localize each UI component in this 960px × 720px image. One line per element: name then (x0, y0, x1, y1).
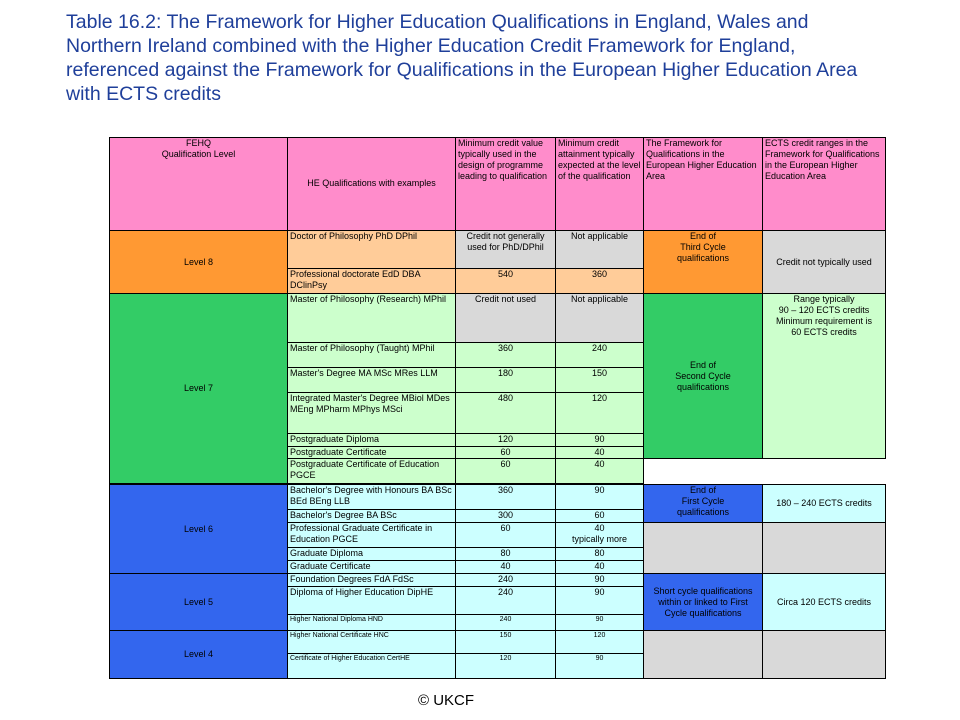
ects-level-7: Range typically 90 – 120 ECTS credits Minimum requirement is 60 ECTS credits (763, 294, 886, 458)
qualification-name: Postgraduate Diploma (288, 434, 456, 446)
credit-value: Credit not generally used for PhD/DPhil (456, 230, 556, 268)
credit-value: 240 (456, 587, 556, 615)
credit-value: 120 (456, 654, 556, 679)
credit-value: 60 (456, 446, 556, 458)
credit-value: 360 (456, 342, 556, 367)
credit-attainment: 360 (556, 269, 644, 294)
credit-value: 60 (456, 523, 556, 548)
table-row (110, 294, 886, 342)
level-7-cell: Level 7 (110, 294, 288, 484)
credit-attainment: 80 (556, 548, 644, 561)
header-ects-ranges: ECTS credit ranges in the Framework for Qualifications in the European Higher Education Area (763, 138, 886, 231)
ects-empty-l4 (763, 631, 886, 679)
qualification-name: Master of Philosophy (Taught) MPhil (288, 342, 456, 367)
credit-attainment: 90 (556, 654, 644, 679)
table-row (110, 631, 886, 654)
credit-value: 240 (456, 615, 556, 631)
credit-attainment: 240 (556, 342, 644, 367)
table-row (110, 230, 886, 268)
fqehea-empty-l6 (644, 523, 763, 574)
credit-value: 150 (456, 631, 556, 654)
header-qualifications: HE Qualifications with examples (288, 138, 456, 231)
qualification-name: Master of Philosophy (Research) MPhil (288, 294, 456, 342)
qualification-name: Higher National Diploma HND (288, 615, 456, 631)
credit-value: Credit not used (456, 294, 556, 342)
qualification-name: Postgraduate Certificate of Education PGCE (288, 458, 456, 483)
credit-value: 540 (456, 269, 556, 294)
credit-attainment: 40 (556, 561, 644, 574)
level-5-cell: Level 5 (110, 574, 288, 631)
credit-attainment: 120 (556, 631, 644, 654)
qualifications-table-lower (109, 484, 886, 679)
level-6-cell: Level 6 (110, 485, 288, 574)
credit-attainment: 90 (556, 615, 644, 631)
copyright-footer: © UKCF (418, 692, 475, 709)
fqehea-second-cycle: End of Second Cycle qualifications (644, 294, 763, 458)
header-min-credit-attainment: Minimum credit attainment typically expected at the level of the qualification (556, 138, 644, 231)
ects-empty-l6 (763, 523, 886, 574)
level-4-cell: Level 4 (110, 631, 288, 679)
credit-attainment: 40 (556, 446, 644, 458)
credit-attainment: Not applicable (556, 230, 644, 268)
table-row (110, 485, 886, 510)
ects-level-6: 180 – 240 ECTS credits (763, 485, 886, 523)
qualification-name: Master's Degree MA MSc MRes LLM (288, 367, 456, 392)
credit-attainment: Not applicable (556, 294, 644, 342)
ects-level-5: Circa 120 ECTS credits (763, 574, 886, 631)
table-header-row (110, 138, 886, 231)
credit-attainment: 90 (556, 574, 644, 587)
credit-value: 360 (456, 485, 556, 510)
qualification-name: Postgraduate Certificate (288, 446, 456, 458)
credit-attainment: 150 (556, 367, 644, 392)
qualification-name: Diploma of Higher Education DipHE (288, 587, 456, 615)
credit-value: 80 (456, 548, 556, 561)
credit-attainment: 120 (556, 393, 644, 434)
credit-value: 480 (456, 393, 556, 434)
credit-value: 180 (456, 367, 556, 392)
qualification-name: Integrated Master's Degree MBiol MDes MEng MPharm MPhys MSci (288, 393, 456, 434)
fqehea-short-cycle: Short cycle qualifications within or linked to First Cycle qualifications (644, 574, 763, 631)
qualification-name: Certificate of Higher Education CertHE (288, 654, 456, 679)
credit-value: 120 (456, 434, 556, 446)
credit-attainment: 90 (556, 485, 644, 510)
header-fqehea: The Framework for Qualifications in the European Higher Education Area (644, 138, 763, 231)
page-title: Table 16.2: The Framework for Higher Education Qualifications in England, Wales and Northern Ireland combined with the Higher Education Credit Framework for England, referenced against the Framework for Qualifications in the European Higher Education Area with ECTS credits (66, 11, 858, 105)
qualification-name: Foundation Degrees FdA FdSc (288, 574, 456, 587)
qualification-name: Professional Graduate Certificate in Education PGCE (288, 523, 456, 548)
qualification-name: Bachelor's Degree with Honours BA BSc BEd BEng LLB (288, 485, 456, 510)
credit-value: 60 (456, 458, 556, 483)
header-min-credit-value: Minimum credit value typically used in the design of programme leading to qualification (456, 138, 556, 231)
fqehea-empty-l4 (644, 631, 763, 679)
ects-level-8: Credit not typically used (763, 230, 886, 294)
credit-value: 240 (456, 574, 556, 587)
credit-attainment: 60 (556, 510, 644, 523)
qualification-name: Graduate Certificate (288, 561, 456, 574)
fqehea-third-cycle: End of Third Cycle qualifications (644, 230, 763, 294)
level-8-cell: Level 8 (110, 230, 288, 294)
qualifications-table (109, 137, 886, 484)
credit-attainment: 90 (556, 587, 644, 615)
table-row (110, 574, 886, 587)
qualification-name: Bachelor's Degree BA BSc (288, 510, 456, 523)
credit-value: 40 (456, 561, 556, 574)
credit-value: 300 (456, 510, 556, 523)
credit-attainment: 40 typically more (556, 523, 644, 548)
qualification-name: Professional doctorate EdD DBA DClinPsy (288, 269, 456, 294)
qualification-name: Doctor of Philosophy PhD DPhil (288, 230, 456, 268)
qualification-name: Higher National Certificate HNC (288, 631, 456, 654)
credit-attainment: 90 (556, 434, 644, 446)
header-fehq-level: FEHQ Qualification Level (110, 138, 288, 231)
credit-attainment: 40 (556, 458, 644, 483)
fqehea-first-cycle: End of First Cycle qualifications (644, 485, 763, 523)
qualification-name: Graduate Diploma (288, 548, 456, 561)
